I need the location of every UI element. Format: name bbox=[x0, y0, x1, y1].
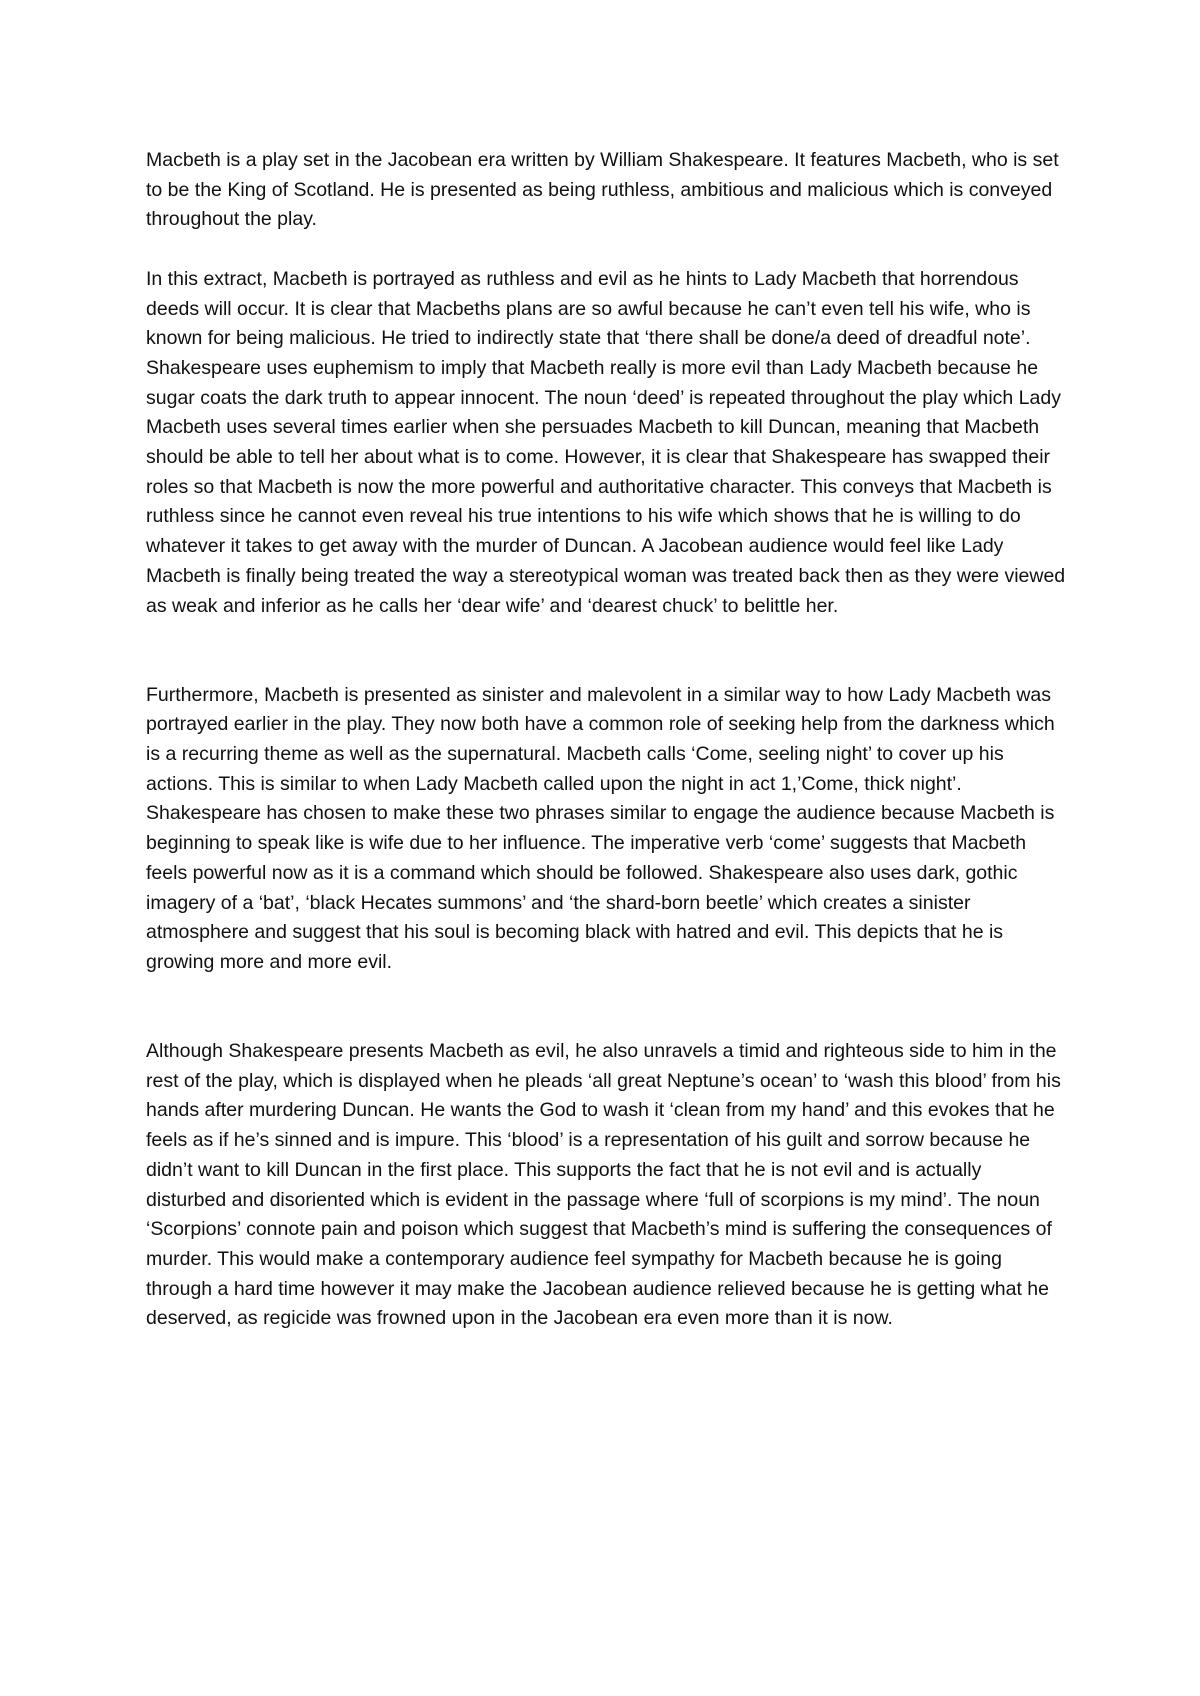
paragraph-furthermore: Furthermore, Macbeth is presented as sinister and malevolent in a similar way to how Lady Macbeth was portrayed earlier in the play. They now both have a common role of seeking help from the darkness which is a recurring theme as well as the supernatural. Macbeth calls ‘Come, seeling night’ to cover up his actions. This is similar to when Lady Macbeth called upon the night in act 1,’Come, thick night’. Shakespeare has chosen to make these two phrases similar to engage the audience because Macbeth is beginning to speak like is wife due to her influence. The imperative verb ‘come’ suggests that Macbeth feels powerful now as it is a command which should be followed. Shakespeare also uses dark, gothic imagery of a ‘bat’, ‘black Hecates summons’ and ‘the shard-born beetle’ which creates a sinister atmosphere and suggest that his soul is becoming black with hatred and evil. This depicts that he is growing more and more evil. bbox=[146, 683, 1055, 973]
paragraph-introduction: Macbeth is a play set in the Jacobean era written by William Shakespeare. It features Macbeth, who is set to be the King of Scotland. He is presented as being ruthless, ambitious and malicious which is conveyed throughout the play. bbox=[146, 149, 1059, 231]
paragraph-although: Although Shakespeare presents Macbeth as evil, he also unravels a timid and righteous side to him in the rest of the play, which is displayed when he pleads ‘all great Neptune’s ocean’ to ‘wash this blood’ from his hands after murdering Duncan. He wants the God to wash it ‘clean from my hand’ and this evokes that he feels as if he’s sinned and is impure. This ‘blood’ is a representation of his guilt and sorrow because he didn’t want to kill Duncan in the first place. This supports the fact that he is not evil and is actually disturbed and disoriented which is evident in the passage where ‘full of scorpions is my mind’. The noun ‘Scorpions’ connote pain and poison which suggest that Macbeth’s mind is suffering the consequences of murder. This would make a contemporary audience feel sympathy for Macbeth because he is going through a hard time however it may make the Jacobean audience relieved because he is getting what he deserved, as regicide was frowned upon in the Jacobean era even more than it is now. bbox=[146, 1040, 1061, 1330]
document-page bbox=[146, 146, 1066, 1334]
paragraph-extract-analysis: In this extract, Macbeth is portrayed as ruthless and evil as he hints to Lady Macbeth that horrendous deeds will occur. It is clear that Macbeths plans are so awful because he can’t even tell his wife, who is known for being malicious. He tried to indirectly state that ‘there shall be done/a deed of dreadful note’. Shakespeare uses euphemism to imply that Macbeth really is more evil than Lady Macbeth because he sugar coats the dark truth to appear innocent. The noun ‘deed’ is repeated throughout the play which Lady Macbeth uses several times earlier when she persuades Macbeth to kill Duncan, meaning that Macbeth should be able to tell her about what is to come. However, it is clear that Shakespeare has swapped their roles so that Macbeth is now the more powerful and authoritative character. This conveys that Macbeth is ruthless since he cannot even reveal his true intentions to his wife which shows that he is willing to do whatever it takes to get away with the murder of Duncan. A Jacobean audience would feel like Lady Macbeth is finally being treated the way a stereotypical woman was treated back then as they were viewed as weak and inferior as he calls her ‘dear wife’ and ‘dearest chuck’ to belittle her. bbox=[146, 267, 1066, 617]
paragraph-spacer bbox=[146, 978, 1066, 1037]
paragraph-spacer bbox=[146, 621, 1066, 680]
paragraph-spacer bbox=[146, 235, 1066, 265]
